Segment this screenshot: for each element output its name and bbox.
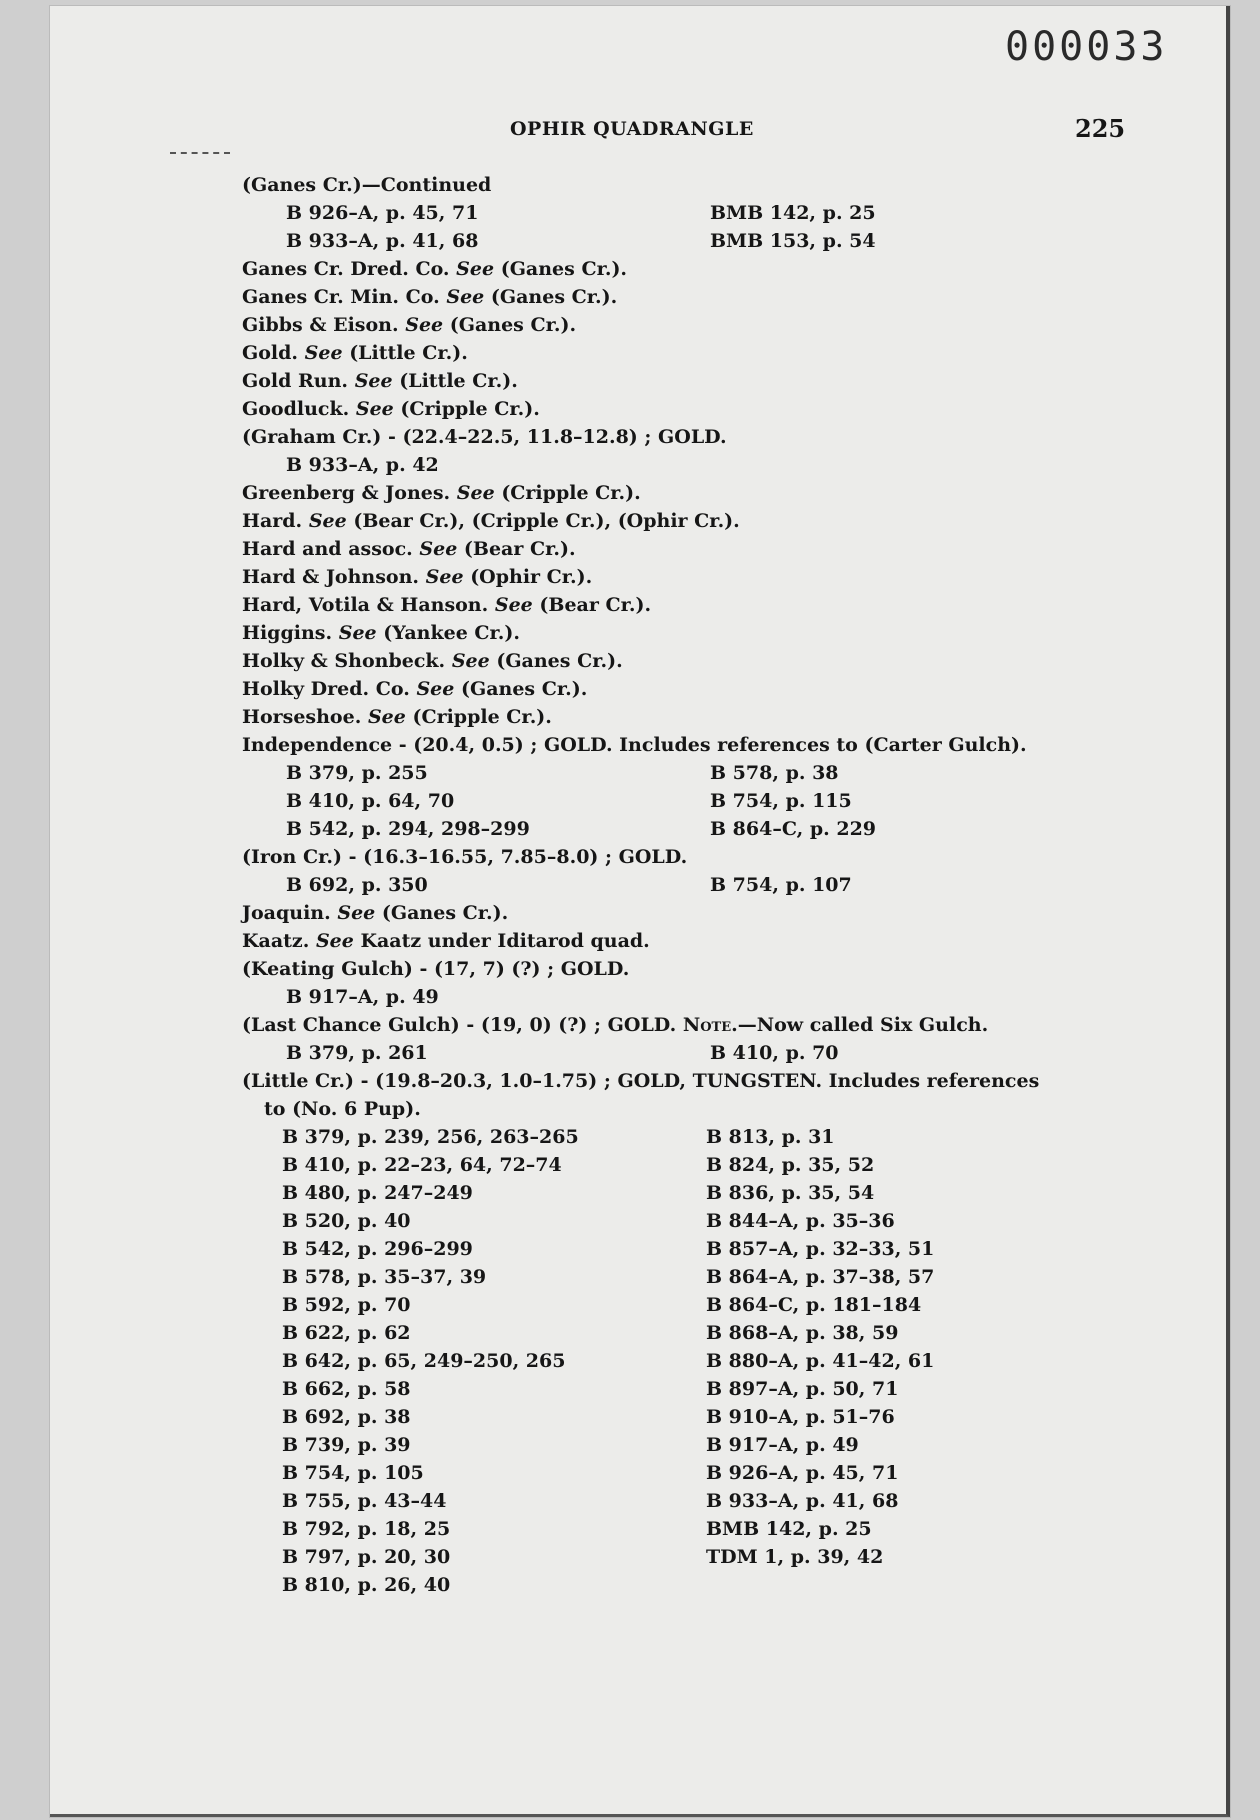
entry-heading: (Little Cr.) - (19.8–20.3, 1.0–1.75) ; GOLD, TUNGSTEN. Includes references — [242, 1070, 1040, 1092]
index-line — [242, 647, 1142, 675]
see-target: (Ganes Cr.). — [460, 678, 588, 700]
see-target: (Cripple Cr.). — [400, 398, 540, 420]
reference-left: B 692, p. 350 — [286, 874, 428, 896]
index-entries — [242, 171, 1142, 1599]
index-line — [242, 1207, 1142, 1235]
index-line — [242, 731, 1142, 759]
entry-name: Joaquin. — [242, 902, 331, 924]
reference-left: B 926–A, p. 45, 71 — [286, 202, 479, 224]
reference-right: B 917–A, p. 49 — [706, 1434, 859, 1456]
index-line — [242, 1543, 1142, 1571]
reference-right: B 864–A, p. 37–38, 57 — [706, 1266, 935, 1288]
see-word: See — [338, 622, 377, 644]
index-line — [242, 955, 1142, 983]
see-word: See — [419, 538, 458, 560]
see-target: (Yankee Cr.). — [383, 622, 521, 644]
reference-left: B 379, p. 261 — [286, 1042, 428, 1064]
reference-right: B 864–C, p. 181–184 — [706, 1294, 922, 1316]
index-line — [242, 843, 1142, 871]
reference-right: B 857–A, p. 32–33, 51 — [706, 1238, 935, 1260]
reference-right: B 868–A, p. 38, 59 — [706, 1322, 899, 1344]
reference-left: B 797, p. 20, 30 — [282, 1546, 451, 1568]
index-line — [242, 367, 1142, 395]
index-line — [242, 283, 1142, 311]
index-line — [242, 815, 1142, 843]
entry-name: Horseshoe. — [242, 706, 362, 728]
see-target: (Ophir Cr.). — [470, 566, 593, 588]
see-target: (Ganes Cr.). — [490, 286, 618, 308]
page-number-stamp: 000033 — [1005, 24, 1168, 70]
reference-left: B 379, p. 255 — [286, 762, 428, 784]
reference-right: B 926–A, p. 45, 71 — [706, 1462, 899, 1484]
see-word: See — [355, 398, 394, 420]
index-line — [242, 983, 1142, 1011]
index-line — [242, 1403, 1142, 1431]
see-word: See — [425, 566, 464, 588]
reference-left: B 592, p. 70 — [282, 1294, 411, 1316]
entry-name: Ganes Cr. Min. Co. — [242, 286, 440, 308]
index-line — [242, 787, 1142, 815]
index-line — [242, 591, 1142, 619]
pencil-mark — [170, 152, 230, 154]
see-word: See — [451, 650, 490, 672]
reference-left: B 480, p. 247–249 — [282, 1182, 473, 1204]
index-line — [242, 563, 1142, 591]
reference-right: B 910–A, p. 51–76 — [706, 1406, 895, 1428]
reference-left: B 692, p. 38 — [282, 1406, 411, 1428]
index-line — [242, 339, 1142, 367]
reference-left: B 755, p. 43–44 — [282, 1490, 447, 1512]
reference-left: B 410, p. 64, 70 — [286, 790, 455, 812]
index-line — [242, 423, 1142, 451]
entry-heading: (Last Chance Gulch) - (19, 0) (?) ; GOLD. — [242, 1014, 683, 1036]
see-target: (Cripple Cr.). — [412, 706, 552, 728]
index-line — [242, 1011, 1142, 1039]
reference-right: B 824, p. 35, 52 — [706, 1154, 875, 1176]
index-line — [242, 871, 1142, 899]
reference-left: B 933–A, p. 41, 68 — [286, 230, 479, 252]
reference-left: B 917–A, p. 49 — [286, 986, 439, 1008]
entry-name: Hard & Johnson. — [242, 566, 420, 588]
reference-right: B 844–A, p. 35–36 — [706, 1210, 895, 1232]
entry-continuation: to (No. 6 Pup). — [264, 1098, 421, 1120]
see-target: (Ganes Cr.). — [449, 314, 577, 336]
see-target: (Bear Cr.). — [539, 594, 652, 616]
index-line — [242, 1459, 1142, 1487]
entry-heading: (Keating Gulch) - (17, 7) (?) ; GOLD. — [242, 958, 630, 980]
entry-name: Goodluck. — [242, 398, 350, 420]
index-line — [242, 1123, 1142, 1151]
index-line — [242, 1319, 1142, 1347]
index-line — [242, 675, 1142, 703]
index-line — [242, 1347, 1142, 1375]
reference-right: BMB 142, p. 25 — [706, 1518, 872, 1540]
entry-name: Hard. — [242, 510, 303, 532]
see-word: See — [304, 342, 343, 364]
see-word: See — [315, 930, 354, 952]
reference-right: B 880–A, p. 41–42, 61 — [706, 1350, 935, 1372]
reference-right: B 864–C, p. 229 — [710, 818, 877, 840]
see-word: See — [337, 902, 376, 924]
index-line — [242, 255, 1142, 283]
see-word: See — [354, 370, 393, 392]
index-line — [242, 1263, 1142, 1291]
entry-name: Hard and assoc. — [242, 538, 413, 560]
entry-name: Greenberg & Jones. — [242, 482, 451, 504]
index-line — [242, 927, 1142, 955]
index-line — [242, 395, 1142, 423]
index-line — [242, 535, 1142, 563]
index-line — [242, 899, 1142, 927]
reference-right: BMB 142, p. 25 — [710, 202, 876, 224]
reference-left: B 754, p. 105 — [282, 1462, 424, 1484]
index-line — [242, 1095, 1142, 1123]
reference-right: B 754, p. 107 — [710, 874, 852, 896]
reference-right: B 836, p. 35, 54 — [706, 1182, 875, 1204]
note-text: —Now called Six Gulch. — [737, 1014, 989, 1036]
entry-name: Gibbs & Eison. — [242, 314, 399, 336]
entry-name: Gold. — [242, 342, 299, 364]
see-word: See — [367, 706, 406, 728]
see-word: See — [446, 286, 485, 308]
index-line — [242, 619, 1142, 647]
see-target: Kaatz under Iditarod quad. — [360, 930, 650, 952]
reference-left: B 622, p. 62 — [282, 1322, 411, 1344]
reference-right: TDM 1, p. 39, 42 — [706, 1546, 884, 1568]
reference-right: B 578, p. 38 — [710, 762, 839, 784]
entry-name: Gold Run. — [242, 370, 349, 392]
reference-left: B 662, p. 58 — [282, 1378, 411, 1400]
see-word: See — [308, 510, 347, 532]
reference-left: B 410, p. 22–23, 64, 72–74 — [282, 1154, 562, 1176]
reference-left: B 739, p. 39 — [282, 1434, 411, 1456]
entry-name: Ganes Cr. Dred. Co. — [242, 258, 450, 280]
entry-heading: (Ganes Cr.)—Continued — [242, 174, 492, 196]
reference-left: B 379, p. 239, 256, 263–265 — [282, 1126, 579, 1148]
reference-left: B 792, p. 18, 25 — [282, 1518, 451, 1540]
reference-left: B 542, p. 294, 298–299 — [286, 818, 530, 840]
entry-name: Holky & Shonbeck. — [242, 650, 446, 672]
reference-right: B 410, p. 70 — [710, 1042, 839, 1064]
index-line — [242, 479, 1142, 507]
index-line — [242, 1235, 1142, 1263]
reference-left: B 520, p. 40 — [282, 1210, 411, 1232]
reference-right: B 897–A, p. 50, 71 — [706, 1378, 899, 1400]
index-line — [242, 1151, 1142, 1179]
reference-left: B 578, p. 35–37, 39 — [282, 1266, 487, 1288]
see-word: See — [456, 482, 495, 504]
entry-name: Kaatz. — [242, 930, 310, 952]
entry-name: Holky Dred. Co. — [242, 678, 410, 700]
index-line — [242, 199, 1142, 227]
index-line — [242, 507, 1142, 535]
see-word: See — [416, 678, 455, 700]
index-line — [242, 1291, 1142, 1319]
running-header-page-number: 225 — [1075, 114, 1126, 143]
index-line — [242, 1375, 1142, 1403]
index-line — [242, 1431, 1142, 1459]
index-line — [242, 1487, 1142, 1515]
index-line — [242, 1179, 1142, 1207]
see-target: (Little Cr.). — [399, 370, 518, 392]
index-line — [242, 171, 1142, 199]
index-line — [242, 1067, 1142, 1095]
index-line — [242, 759, 1142, 787]
see-target: (Cripple Cr.). — [501, 482, 641, 504]
reference-right: B 933–A, p. 41, 68 — [706, 1490, 899, 1512]
reference-left: B 542, p. 296–299 — [282, 1238, 473, 1260]
reference-right: B 754, p. 115 — [710, 790, 852, 812]
reference-left: B 642, p. 65, 249–250, 265 — [282, 1350, 566, 1372]
reference-right: B 813, p. 31 — [706, 1126, 835, 1148]
index-line — [242, 451, 1142, 479]
entry-name: Higgins. — [242, 622, 333, 644]
index-line — [242, 1515, 1142, 1543]
see-word: See — [405, 314, 444, 336]
index-line — [242, 1571, 1142, 1599]
see-target: (Ganes Cr.). — [500, 258, 628, 280]
reference-left: B 933–A, p. 42 — [286, 454, 439, 476]
index-line — [242, 703, 1142, 731]
reference-left: B 810, p. 26, 40 — [282, 1574, 451, 1596]
running-header-title: OPHIR QUADRANGLE — [510, 118, 754, 140]
see-target: (Bear Cr.). — [463, 538, 576, 560]
note-label: Note. — [682, 1014, 738, 1036]
entry-name: Hard, Votila & Hanson. — [242, 594, 489, 616]
see-target: (Ganes Cr.). — [381, 902, 509, 924]
document-page — [50, 6, 1230, 1817]
see-word: See — [456, 258, 495, 280]
entry-heading: (Iron Cr.) - (16.3–16.55, 7.85–8.0) ; GOLD. — [242, 846, 688, 868]
index-line — [242, 227, 1142, 255]
entry-heading: (Graham Cr.) - (22.4–22.5, 11.8–12.8) ; GOLD. — [242, 426, 727, 448]
see-target: (Little Cr.). — [349, 342, 468, 364]
see-target: (Bear Cr.), (Cripple Cr.), (Ophir Cr.). — [353, 510, 740, 532]
index-line — [242, 1039, 1142, 1067]
reference-right: BMB 153, p. 54 — [710, 230, 876, 252]
entry-heading: Independence - (20.4, 0.5) ; GOLD. Includes references to (Carter Gulch). — [242, 734, 1027, 756]
see-word: See — [494, 594, 533, 616]
see-target: (Ganes Cr.). — [496, 650, 623, 672]
index-line — [242, 311, 1142, 339]
